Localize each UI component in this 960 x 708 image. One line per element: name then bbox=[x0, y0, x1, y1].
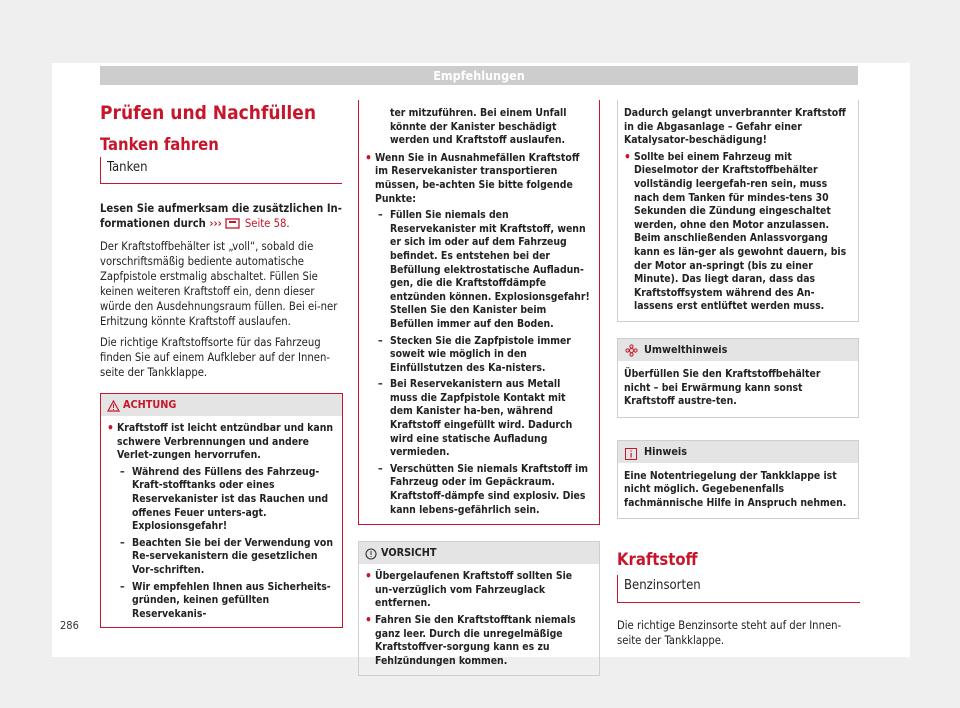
achtung-bullet: • Wenn Sie in Ausnahmefällen Kraftstoff im Reservekanister transportieren müssen, be-achten Sie bitte folgende Punkte: bbox=[365, 152, 591, 206]
page-number: 286 bbox=[60, 619, 79, 632]
hinweis-label: Hinweis bbox=[644, 444, 688, 458]
link-arrows: ››› bbox=[209, 217, 222, 230]
chapter-title: Prüfen und Nachfüllen bbox=[100, 102, 317, 124]
achtung-label: ACHTUNG bbox=[123, 398, 177, 411]
vorsicht-box bbox=[358, 541, 600, 676]
paragraph-full: Der Kraftstoffbehälter ist „voll“, sobald die vorschriftsmäßig bediente automatische Zapfpistole erstmalig abschaltet. Füllen Sie keinen weiteren Kraftstoff ein, denn dieser würde den Ausdehnungsraum füllen. Bei ei-ner Erhitzung könnte Kraftstoff auslaufen. bbox=[100, 240, 338, 328]
achtung-dash: – Wir empfehlen Ihnen aus Sicherheits-gründen, keinen gefüllten Reservekanis- bbox=[107, 581, 334, 622]
paragraph-sticker: Die richtige Kraftstoffsorte für das Fahrzeug finden Sie auf einem Aufkleber auf der Innen-seite der Tankklappe. bbox=[100, 336, 330, 379]
page-link[interactable]: Seite 58 bbox=[244, 217, 287, 230]
hinweis-box bbox=[617, 440, 859, 520]
achtung-dash: – Beachten Sie bei der Verwendung von Re-servekanistern die gesetzlichen Vor-schriften. bbox=[107, 537, 334, 578]
environment-icon bbox=[625, 343, 638, 365]
caution-icon bbox=[365, 546, 377, 568]
achtung-header bbox=[101, 394, 342, 416]
subsection-heading bbox=[100, 157, 342, 184]
umwelt-header bbox=[618, 339, 858, 361]
subsection-title: Benzinsorten bbox=[624, 578, 701, 594]
achtung-dash: – Während des Füllens des Fahrzeug-Kraft-stofftanks oder eines Reservekanister ist das Rauchen und offenes Feuer unters-agt. Explosionsgefahr! bbox=[107, 466, 334, 534]
vorsicht-bullet: • Übergelaufenen Kraftstoff sollten Sie un-verzüglich vom Fahrzeuglack entfernen. bbox=[365, 570, 591, 611]
achtung-cont: ter mitzuführen. Bei einem Unfall könnte der Kanister beschädigt werden und Kraftstoff auslaufen. bbox=[390, 107, 567, 147]
vorsicht-cont: Dadurch gelangt unverbrannter Kraftstoff in die Abgasanlage – Gefahr einer Katalysator-beschädigung! bbox=[624, 107, 846, 147]
right-column bbox=[617, 100, 860, 648]
vorsicht-bullet: • Sollte bei einem Fahrzeug mit Dieselmotor der Kraftstoffbehälter vollständig leergefah-ren sein, muss nach dem Tanken für mindes-tens 30 Sekunden die Zündung eingeschaltet werden, ohne den Motor anzulassen. Beim anschließenden Anlassvorgang kann es län-ger als gewohnt dauern, bis der Motor an-springt (bis zu einer Minute). Das liegt daran, dass das Kraftstoffsystem während des An-lassens erst entlüftet werden muss. bbox=[624, 151, 850, 314]
section-title: Tanken fahren bbox=[100, 135, 219, 154]
umwelt-label: Umwelthinweis bbox=[644, 342, 728, 356]
achtung-dash: – Füllen Sie niemals den Reservekanister mit Kraftstoff, wenn er sich im oder auf dem Fahrzeug befindet. Es entstehen bei der Befüllung elektrostatische Aufladun-gen, die die Kraftstoffdämpfe entzünden können. Explosionsgefahr! Stellen Sie den Kanister beim Befüllen immer auf den Boden. bbox=[365, 209, 591, 331]
hinweis-text: Eine Notentriegelung der Tankklappe ist nicht möglich. Gegebenenfalls fachmännische Hilfe in Anspruch nehmen. bbox=[624, 469, 847, 509]
middle-column bbox=[358, 100, 601, 676]
left-column bbox=[100, 100, 342, 628]
achtung-dash: – Bei Reservekanistern aus Metall muss die Zapfpistole Kontakt mit dem Kanister ha-ben, während Kraftstoff eingefüllt wird. Dadurch wird eine statische Aufladung vermieden. bbox=[365, 378, 591, 460]
paragraph-benzin: Die richtige Benzinsorte steht auf der Innen-seite der Tankklappe. bbox=[617, 619, 842, 648]
vorsicht-header bbox=[359, 542, 599, 564]
achtung-dash: – Stecken Sie die Zapfpistole immer soweit wie möglich in den Einfüllstutzen des Ka-nisters. bbox=[365, 335, 591, 376]
page-header: Empfehlungen bbox=[100, 66, 858, 85]
umwelt-box bbox=[617, 338, 859, 418]
vorsicht-bullet: • Fahren Sie den Kraftstofftank niemals ganz leer. Durch die unregelmäßige Kraftstoffver-sorgung kann es zu Fehlzündungen kommen. bbox=[365, 614, 591, 668]
document-icon bbox=[225, 218, 241, 233]
umwelt-text: Überfüllen Sie den Kraftstoffbehälter nicht – bei Erwärmung kann sonst Kraftstoff austre-ten. bbox=[624, 367, 821, 408]
achtung-dash: – Verschütten Sie niemals Kraftstoff im Fahrzeug oder im Gepäckraum. Kraftstoff-dämpfe sind explosiv. Dies kann lebens-gefährlich sein. bbox=[365, 463, 591, 517]
achtung-box-continued bbox=[358, 100, 600, 525]
subsection-heading bbox=[617, 575, 860, 603]
achtung-bullet: • Kraftstoff ist leicht entzündbar und kann schwere Verbrennungen und andere Verlet-zungen hervorrufen. bbox=[107, 422, 334, 463]
intro-paragraph: Lesen Sie aufmerksam die zusätzlichen In-formationen durch ››› Seite 58. bbox=[100, 201, 342, 233]
subsection-title: Tanken bbox=[107, 160, 148, 175]
info-icon bbox=[625, 446, 637, 468]
hinweis-header bbox=[618, 441, 858, 463]
intro-text: Lesen Sie aufmerksam die zusätzlichen In-formationen durch bbox=[100, 202, 342, 230]
warning-icon bbox=[107, 398, 120, 420]
section-title-kraftstoff: Kraftstoff bbox=[617, 550, 698, 570]
vorsicht-box-continued bbox=[617, 100, 859, 322]
achtung-box bbox=[100, 393, 343, 628]
vorsicht-label: VORSICHT bbox=[381, 546, 437, 560]
